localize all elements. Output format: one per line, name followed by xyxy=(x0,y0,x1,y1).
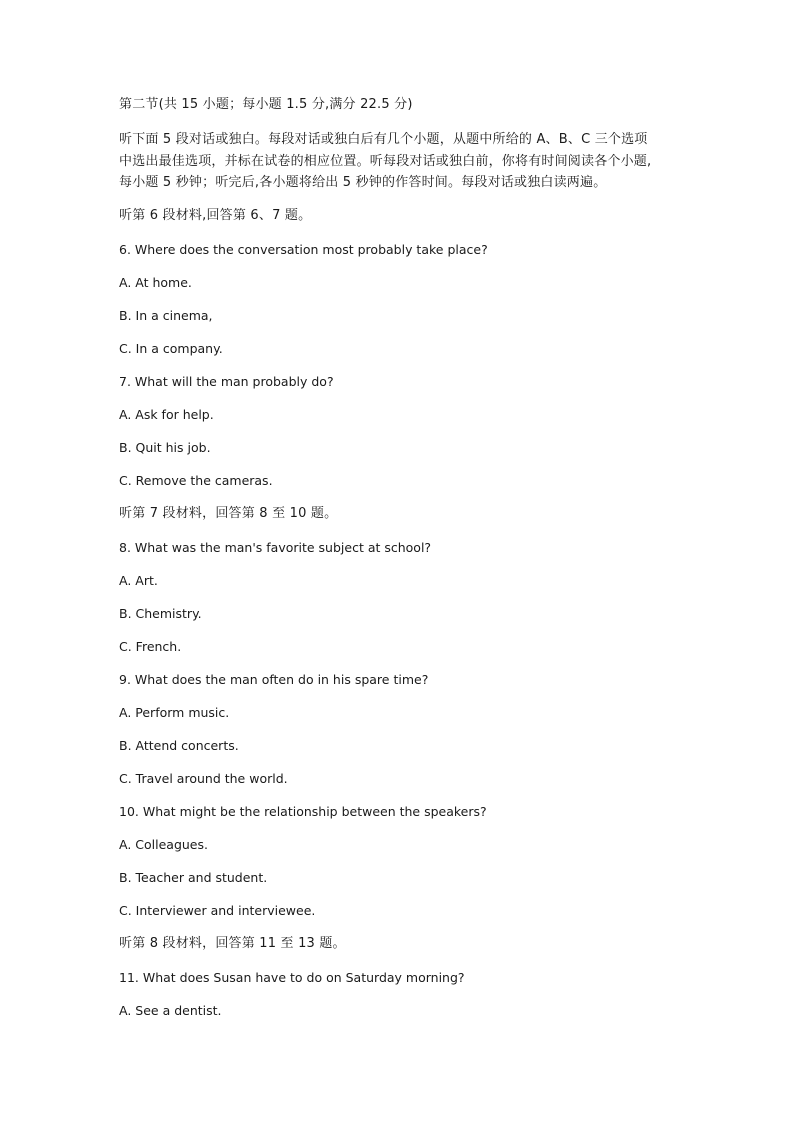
answer-option: A. Perform music. xyxy=(119,705,230,720)
instructions-line-3: 每小题 5 秒钟；听完后,各小题将给出 5 秒钟的作答时间。每段对话或独白读两遍。 xyxy=(119,175,607,190)
instructions-line-1: 听下面 5 段对话或独白。每段对话或独白后有几个小题，从题中所给的 A、B、C 三个选项 xyxy=(119,132,648,147)
answer-option: C. French. xyxy=(119,639,182,654)
instructions-line-2: 中选出最佳选项，并标在试卷的相应位置。听每段对话或独白前，你将有时间阅读各个小题, xyxy=(119,154,652,169)
passage-heading: 听第 6 段材料,回答第 6、7 题。 xyxy=(119,208,312,223)
answer-option: C. Remove the cameras. xyxy=(119,473,273,488)
answer-option: B. Chemistry. xyxy=(119,606,202,621)
answer-option: B. Attend concerts. xyxy=(119,738,239,753)
question-stem: 11. What does Susan have to do on Saturday morning? xyxy=(119,970,465,985)
answer-option: A. Ask for help. xyxy=(119,407,214,422)
section-title: 第二节(共 15 小题；每小题 1.5 分,满分 22.5 分) xyxy=(119,97,413,112)
answer-option: A. See a dentist. xyxy=(119,1003,222,1018)
answer-option: B. Quit his job. xyxy=(119,440,211,455)
question-stem: 10. What might be the relationship between the speakers? xyxy=(119,804,487,819)
answer-option: C. Travel around the world. xyxy=(119,771,288,786)
answer-option: C. In a company. xyxy=(119,341,223,356)
question-stem: 7. What will the man probably do? xyxy=(119,374,334,389)
answer-option: B. In a cinema, xyxy=(119,308,213,323)
passage-heading: 听第 7 段材料，回答第 8 至 10 题。 xyxy=(119,506,338,521)
answer-option: A. At home. xyxy=(119,275,192,290)
answer-option: B. Teacher and student. xyxy=(119,870,268,885)
passage-heading: 听第 8 段材料，回答第 11 至 13 题。 xyxy=(119,936,346,951)
answer-option: A. Art. xyxy=(119,573,158,588)
question-stem: 8. What was the man's favorite subject at school? xyxy=(119,540,432,555)
question-stem: 6. Where does the conversation most probably take place? xyxy=(119,242,488,257)
question-stem: 9. What does the man often do in his spare time? xyxy=(119,672,429,687)
answer-option: A. Colleagues. xyxy=(119,837,208,852)
answer-option: C. Interviewer and interviewee. xyxy=(119,903,316,918)
